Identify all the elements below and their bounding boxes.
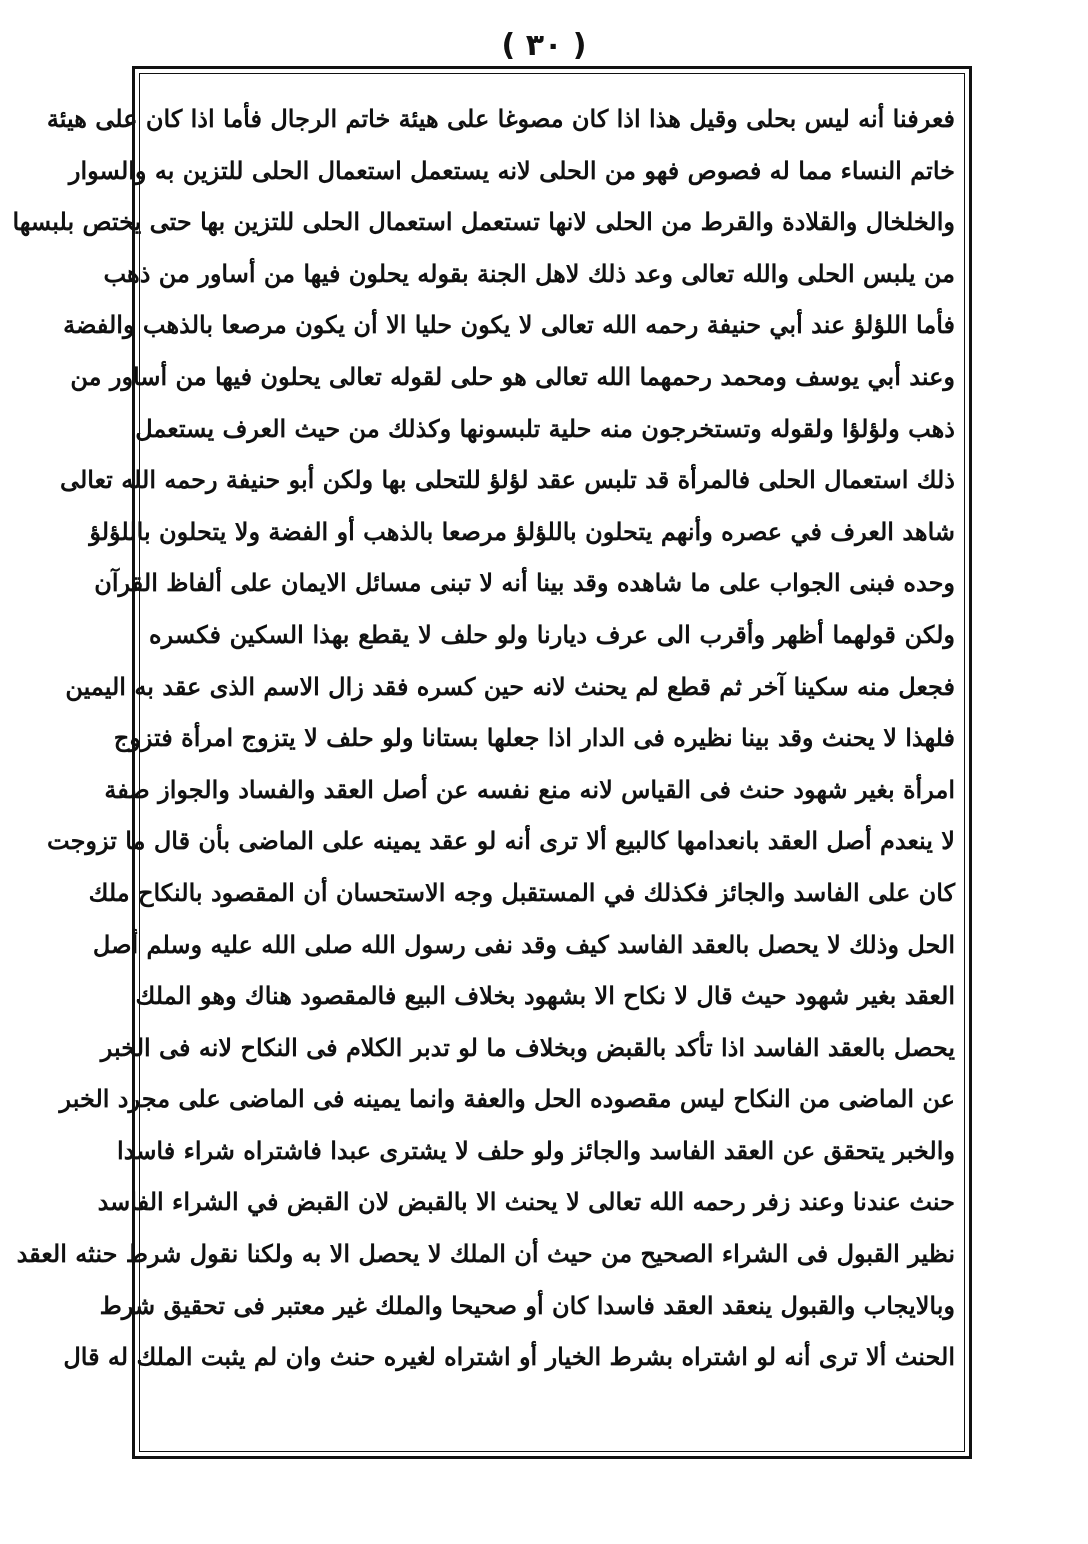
text-line: والخلخال والقلادة والقرط من الحلى لانها تستعمل استعمال الحلى للتزين بها حتى يختص بلبسها	[12, 207, 955, 237]
text-line: ذلك استعمال الحلى فالمرأة قد تلبس عقد لؤلؤ للتحلى بها ولكن أبو حنيفة رحمه الله تعالى	[59, 465, 955, 495]
text-line: ذهب ولؤلؤا ولقوله وتستخرجون منه حلية تلبسونها وكذلك من حيث العرف يستعمل	[135, 413, 955, 443]
text-line: فجعل منه سكينا آخر ثم قطع لم يحنث لانه حين كسره فقد زال الاسم الذى عقد به اليمين	[65, 671, 955, 701]
text-line: الحل وذلك لا يحصل بالعقد الفاسد كيف وقد نفى رسول الله صلى الله عليه وسلم أصل	[92, 929, 955, 959]
text-line: خاتم النساء مما له فصوص فهو من الحلى لانه يستعمل استعمال الحلى للتزين به والسوار	[68, 155, 955, 185]
text-line: من يلبس الحلى والله تعالى وعد ذلك لاهل الجنة بقوله يحلون فيها من أساور من ذهب	[103, 258, 955, 288]
text-line: ولكن قولهما أظهر وأقرب الى عرف ديارنا ولو حلف لا يقطع بهذا السكين فكسره	[149, 619, 955, 649]
text-line: فأما اللؤلؤ عند أبي حنيفة رحمه الله تعالى لا يكون حليا الا أن يكون مرصعا بالذهب والفضة	[63, 310, 955, 340]
body-text	[12, 93, 955, 1383]
text-line: وحده فبنى الجواب على ما شاهده وقد بينا أنه لا تبنى مسائل الايمان على ألفاظ القرآن	[94, 568, 955, 598]
text-line: فعرفنا أنه ليس بحلى وقيل هذا اذا كان مصوغا على هيئة خاتم الرجال فأما اذا كان على هيئة	[46, 104, 955, 133]
text-line: عن الماضى من النكاح ليس مقصوده الحل والعفة وانما يمينه فى الماضى على مجرد الخبر	[59, 1084, 955, 1114]
text-line: يحصل بالعقد الفاسد اذا تأكد بالقبض وبخلاف ما لو تدبر الكلام فى النكاح لانه فى الخبر	[100, 1032, 955, 1062]
text-line: كان على الفاسد والجائز فكذلك في المستقبل وجه الاستحسان أن المقصود بالنكاح ملك	[88, 877, 955, 907]
text-line: الحنث ألا ترى أنه لو اشتراه بشرط الخيار أو اشتراه لغيره حنث وان لم يثبت الملك له قال	[63, 1342, 955, 1372]
page-frame	[12, 66, 972, 1459]
text-line: فلهذا لا يحنث وقد بينا نظيره فى الدار اذا جعلها بستانا ولو حلف لا يتزوج امرأة فتزوج	[113, 723, 955, 753]
text-line: نظير القبول فى الشراء الصحيح من حيث أن الملك لا يحصل الا به ولكنا نقول شرط حنثه العقد	[16, 1239, 955, 1269]
text-line: لا ينعدم أصل العقد بانعدامها كالبيع ألا ترى أنه لو عقد يمينه على الماضى بأن قال ما تزوجت	[47, 826, 955, 856]
page-number: ( ٣٠ )	[501, 28, 587, 63]
text-line: امرأة بغير شهود حنث فى القياس لانه منع نفسه عن أصل العقد والفساد والجواز صفة	[104, 774, 955, 804]
text-line: العقد بغير شهود حيث قال لا نكاح الا بشهود بخلاف البيع فالمقصود هناك وهو الملك	[135, 981, 955, 1011]
text-line: وعند أبي يوسف ومحمد رحمهما الله تعالى هو حلى لقوله تعالى يحلون فيها من أساور من	[70, 361, 955, 391]
text-line: شاهد العرف في عصره وأنهم يتحلون باللؤلؤ مرصعا بالذهب أو الفضة ولا يتحلون باللؤلؤ	[89, 516, 955, 546]
text-line: حنث عندنا وعند زفر رحمه الله تعالى لا يحنث الا بالقبض لان القبض في الشراء الفاسد	[97, 1187, 955, 1217]
text-line: والخبر يتحقق عن العقد الفاسد والجائز ولو حلف لا يشترى عبدا فاشتراه شراء فاسدا	[117, 1135, 955, 1165]
text-line: وبالايجاب والقبول ينعقد العقد فاسدا كان أو صحيحا والملك غير معتبر فى تحقيق شرط	[99, 1290, 955, 1320]
